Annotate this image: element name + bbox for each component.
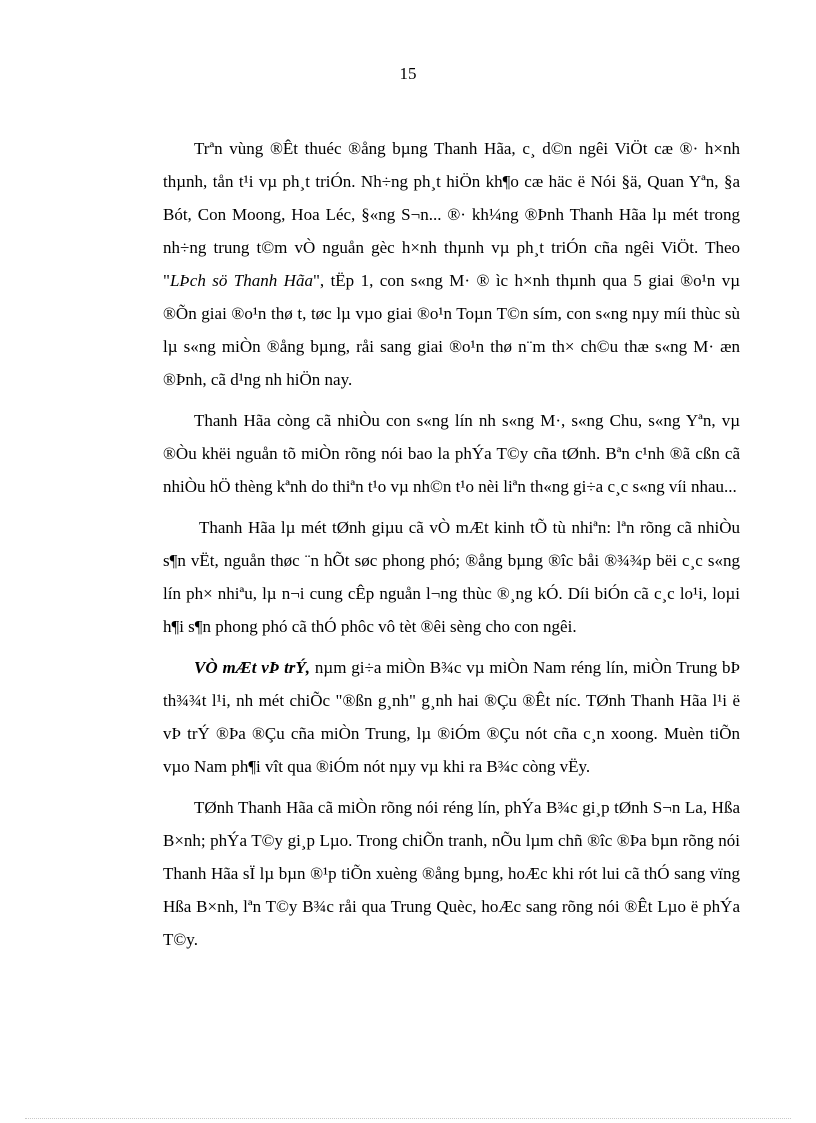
body-text <box>163 132 740 964</box>
paragraph-5: TØnh Thanh Hãa cã miÒn rõng nói réng lín, phÝa B¾c gi¸p tØnh S¬n La, Hßa B×nh; phÝa T©y gi¸p Lµo. Trong chiÕn tranh, nÕu lµm chñ ®îc ®Þa bµn rõng nói Thanh Hãa sÏ lµ bµn ®¹p tiÕn xuèng ®ång bµng, hoÆc khi rót lui cã thÓ sang vïng Hßa B×nh, lªn T©y B¾c råi qua Trung Quèc, hoÆc sang rõng nói ®Êt Lµo ë phÝa T©y. <box>163 798 740 949</box>
paragraph-4-heading: VÒ mÆt vÞ trÝ, <box>194 658 311 677</box>
book-title: LÞch sö Thanh Hãa <box>169 271 313 290</box>
page-number: 15 <box>399 64 417 83</box>
paragraph-3: Thanh Hãa lµ mét tØnh giµu cã vÒ mÆt kinh tÕ tù nhiªn: lªn rõng cã nhiÒu s¶n vËt, nguån thøc ¨n hÕt søc phong phó; ®ång bµng ®îc båi ®¾¾p bëi c¸c s«ng lín ph× nhiªu, lµ n¬i cung cÊp nguån l¬ng thùc ®¸ng kÓ. Díi biÓn cã c¸c lo¹i, loµi h¶i s¶n phong phó cã thÓ phôc vô tèt ®êi sèng cho con ngêi. <box>163 518 740 636</box>
paragraph-1 <box>163 132 740 396</box>
paragraph-1-text: Trªn vùng ®Êt thuéc ®ång bµng Thanh Hãa, c¸ d©n ngêi ViÖt cæ ®· h×nh thµnh, tån t¹i vµ ph¸t triÓn. Nh÷ng ph¸t hiÖn kh¶o cæ häc ë Nói §ä, Quan Yªn, §a Bót, Con Moong, Hoa Léc, §«ng S¬n... ®· kh¼ng ®Þnh Thanh Hãa lµ mét trong nh÷ng trung t©m vÒ nguån gèc h×nh thµnh vµ ph¸t triÓn cña ngêi ViÖt. Theo " <box>163 139 740 290</box>
paragraph-4 <box>163 651 740 783</box>
paragraph-2: Thanh Hãa còng cã nhiÒu con s«ng lín nh s«ng M·, s«ng Chu, s«ng Yªn, vµ ®Òu khëi nguån tõ miÒn rõng nói bao la phÝa T©y cña tØnh. Bªn c¹nh ®ã cßn cã nhiÒu hÖ thèng kªnh do thiªn t¹o vµ nh©n t¹o nèi liªn th«ng gi÷a c¸c s«ng víi nhau... <box>163 411 740 496</box>
paragraph-1-continuation: ", tËp 1, con s«ng M· ® ìc h×nh thµnh qua 5 giai ®o¹n vµ ®Õn giai ®o¹n thø t, tøc lµ vµo giai ®o¹n Toµn T©n sím, con s«ng nµy míi thùc sù lµ s«ng miÒn ®ång bµng, råi sang giai ®o¹n thø n¨m th× ch©u thæ s«ng M· æn ®Þnh, cã d¹ng nh hiÖn nay. <box>163 271 740 389</box>
page-bottom-divider <box>25 1118 791 1119</box>
paragraph-4-text: nµm gi÷a miÒn B¾c vµ miÒn Nam réng lín, miÒn Trung bÞ th¾¾t l¹i, nh mét chiÕc "®ßn g¸nh" g¸nh hai ®Çu ®Êt níc. TØnh Thanh Hãa l¹i ë vÞ trÝ ®Þa ®Çu cña miÒn Trung, lµ ®iÓm ®Çu nót cña c¸n xoong. Muèn tiÕn vµo Nam ph¶i vît qua ®iÓm nót nµy vµ khi ra B¾c còng vËy. <box>163 658 740 776</box>
